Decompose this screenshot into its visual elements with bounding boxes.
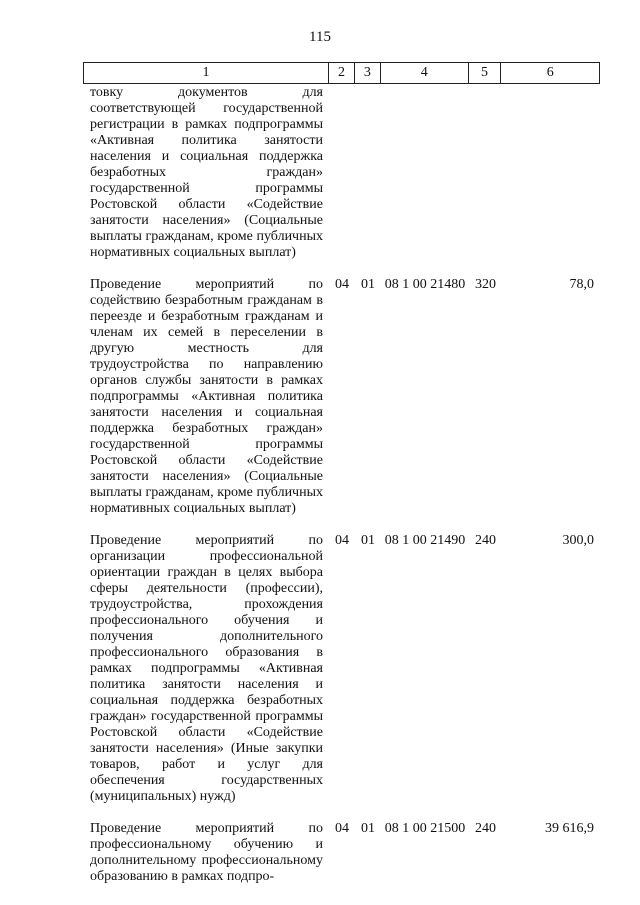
table-row [83, 821, 600, 885]
row-section: 04 [335, 277, 349, 292]
row-expense-type: 240 [475, 821, 496, 836]
header-col-2: 2 [329, 63, 355, 83]
row-subsection: 01 [361, 821, 375, 836]
row-target-code [381, 84, 469, 261]
row-amount: 300,0 [562, 533, 594, 548]
table-header [83, 62, 600, 84]
header-col-5: 5 [469, 63, 502, 83]
row-expense-type: 320 [475, 277, 496, 292]
row-expense-type: 240 [475, 533, 496, 548]
row-amount: 78,0 [569, 277, 594, 292]
row-target-code: 08 1 00 21490 [384, 533, 466, 548]
row-expense-type [469, 84, 502, 261]
row-subsection [355, 84, 381, 261]
row-section: 04 [335, 533, 349, 548]
row-description: товку документов для соответствующей государственной регистрации в рамках подпрограммы «Активная политика занятости населения и социальная поддержка безработных граждан» государственной программы Ростовской области «Содействие занятости населения» (Социальные выплаты гражданам, кроме публичных нормативных социальных выплат) [90, 85, 323, 260]
table-row [83, 277, 600, 517]
header-col-3: 3 [355, 63, 381, 83]
row-amount: 39 616,9 [545, 821, 594, 836]
row-section: 04 [335, 821, 349, 836]
page-number: 115 [309, 29, 331, 45]
row-description: Проведение мероприятий по организации профессиональной ориентации граждан в целях выбора сферы деятельности (профессии), трудоустройства, прохождения профессионального обучения и получения дополнительного профессионального образования в рамках подпрограммы «Активная политика занятости населения и социальная поддержка безработных граждан» государственной программы Ростовской области «Содействие занятости населения» (Иные закупки товаров, работ и услуг для обеспечения государственных (муниципальных) нужд) [90, 533, 323, 804]
row-section [329, 84, 355, 261]
table-body [83, 84, 600, 901]
row-description: Проведение мероприятий по профессиональному обучению и дополнительному профессиональному образованию в рамках подпро- [90, 821, 323, 884]
row-amount [502, 84, 594, 261]
table-row [83, 84, 600, 261]
header-col-6: 6 [546, 65, 554, 80]
row-target-code: 08 1 00 21500 [384, 821, 466, 836]
row-subsection: 01 [361, 277, 375, 292]
table-row [83, 533, 600, 805]
header-col-4: 4 [381, 63, 469, 83]
row-subsection: 01 [361, 533, 375, 548]
row-target-code: 08 1 00 21480 [384, 277, 466, 292]
header-col-1: 1 [84, 63, 329, 83]
row-description: Проведение мероприятий по содействию безработным гражданам в переезде и безработным гражданам и членам их семей в переселении в другую местность для трудоустройства по направлению органов службы занятости в рамках подпрограммы «Активная политика занятости населения и социальная поддержка безработных граждан» государственной программы Ростовской области «Содействие занятости населения» (Социальные выплаты гражданам, кроме публичных нормативных социальных выплат) [90, 277, 323, 516]
